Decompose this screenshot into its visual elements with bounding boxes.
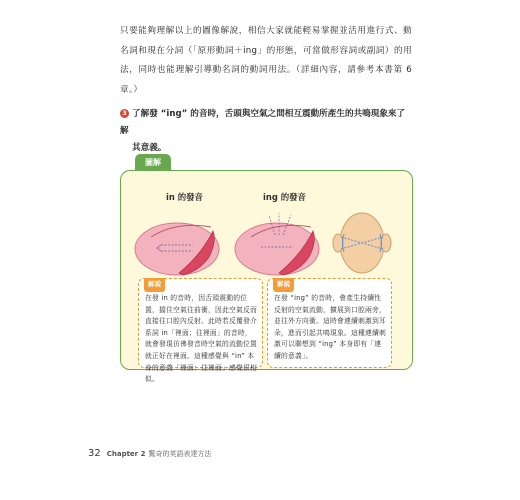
point-heading-line1: 了解發 “ing” 的音時，舌頭與空氣之間相互震動所產生的共鳴現象來了解	[120, 109, 406, 136]
in-mouth-illustration	[131, 207, 231, 279]
page-footer	[88, 448, 211, 459]
caption-in: in 的發音	[166, 192, 203, 202]
chapter-title: 驚奇的英語表達方法	[148, 450, 212, 458]
body-paragraph: 只要能夠理解以上的圖像解說，相信大家就能輕易掌握並活用進行式、動名詞和現在分詞（「原形動詞＋ing」的形態，可當做形容詞或副詞）的用法，同時也能理解引導動名詞的動詞用法。（詳細內容，請參考本書第 6 章。）	[120, 26, 412, 95]
point-heading-line2: 其意義。	[132, 143, 167, 153]
explanation-in-box	[138, 278, 263, 384]
caption-ing: ing 的發音	[263, 192, 306, 202]
head-ears-illustration	[331, 207, 393, 279]
ing-mouth-illustration	[231, 205, 331, 279]
point-heading	[120, 106, 412, 157]
explanation-tag: 解說	[273, 278, 294, 292]
chapter-label: Chapter 2	[106, 450, 146, 458]
point-number-badge: 3	[120, 109, 129, 118]
figure-tab: 圖解	[135, 154, 171, 171]
explanation-ing-text: 在發 “ing” 的音時，會產生持續性反射的空氣流動，擴展到口腔兩旁，並往外方向衝。這時會連續刺激到耳朵，進而引起共鳴現象。這種連續刺激可以聯想到 “ing” 本身即有「連續的意義」。	[274, 294, 386, 360]
explanation-tag: 解說	[144, 278, 165, 292]
explanation-ing-box	[267, 278, 392, 368]
explanation-in-text: 在發 in 的音時，因舌頭震動的位置，擋住空氣往前衝，因此空氣反而直接往口腔內反射。此時若反覆發介系詞 in「裡面；往裡面」的音時，就會發現彷彿發音時空氣的流動位置就正好在裡面。這種感覺與 “in” 本身的意義「裡面；往裡面」感覺很相似。	[145, 294, 257, 384]
page-number: 32	[88, 448, 101, 459]
